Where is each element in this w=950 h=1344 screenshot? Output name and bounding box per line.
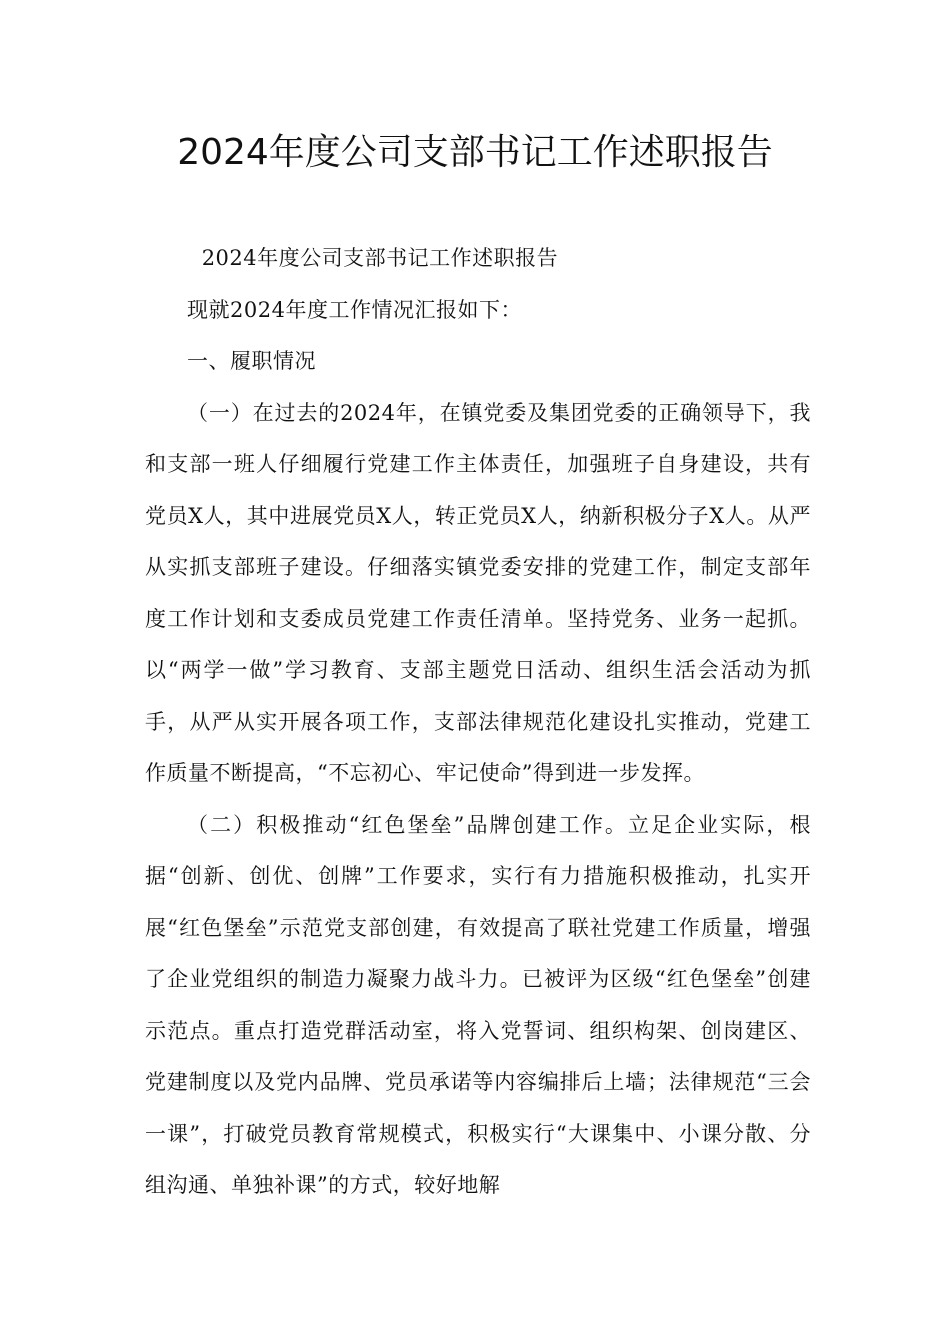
section-heading-performance: 一、履职情况 [187, 349, 316, 373]
document-body [145, 233, 811, 1212]
intro-paragraph: 现就2024年度工作情况汇报如下： [187, 297, 522, 322]
document-title: 2024年度公司支部书记工作述职报告 [177, 132, 773, 173]
paragraph-1: （一）在过去的2024年，在镇党委及集团党委的正确领导下，我和支部一班人仔细履行党建工作主体责任，加强班子自身建设，共有党员X人，其中进展党员X人，转正党员X人，纳新积极分子X人。从严从实抓支部班子建设。仔细落实镇党委安排的党建工作，制定支部年度工作计划和支委成员党建工作责任清单。坚持党务、业务一起抓。以“两学一做”学习教育、支部主题党日活动、组织生活会活动为抓手，从严从实开展各项工作，支部法律规范化建设扎实推动，党建工作质量不断提高，“不忘初心、牢记使命”得到进一步发挥。 [145, 400, 811, 785]
paragraph-2: （二）积极推动“红色堡垒”品牌创建工作。立足企业实际，根据“创新、创优、创牌”工作要求，实行有力措施积极推动，扎实开展“红色堡垒”示范党支部创建，有效提高了联社党建工作质量，增强了企业党组织的制造力凝聚力战斗力。已被评为区级“红色堡垒”创建示范点。重点打造党群活动室，将入党誓词、组织构架、创岗建区、党建制度以及党内品牌、党员承诺等内容编排后上墙；法律规范“三会一课”，打破党员教育常规模式，积极实行“大课集中、小课分散、分组沟通、单独补课”的方式，较好地解 [145, 812, 811, 1197]
document-subtitle: 2024年度公司支部书记工作述职报告 [201, 246, 559, 270]
